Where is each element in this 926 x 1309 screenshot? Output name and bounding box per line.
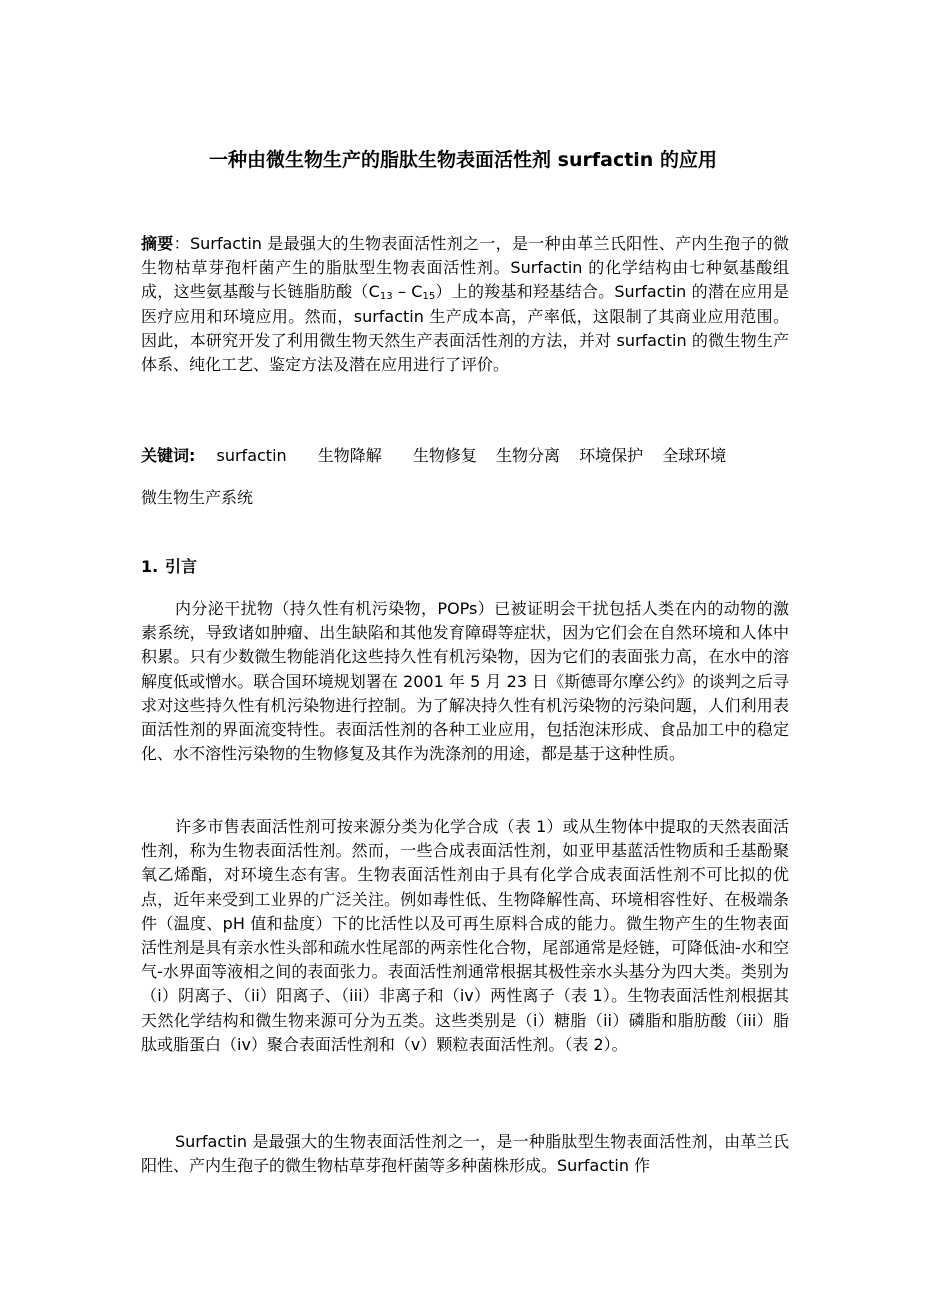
- abstract-dash: – C: [392, 282, 423, 302]
- keywords-label: 关键词:: [141, 446, 196, 465]
- keyword-item: 生物修复: [412, 446, 477, 465]
- keyword-item: 生物降解: [317, 446, 382, 465]
- abstract-subscript-13: 13: [379, 291, 393, 303]
- abstract-label: 摘要: [141, 234, 174, 253]
- keyword-item: 生物分离: [495, 446, 560, 465]
- keyword-item: surfactin: [216, 446, 287, 465]
- abstract-text-part2: ）上的羧基和羟基结合。Surfactin 的潜在应用是医疗应用和环境应用。然而，surfactin 生产成本高，产率低，这限制了其商业应用范围。因此，本研究开发了利用微生物天然生产表面活性剂的方法，并对 surfactin 的微生物生产体系、纯化工艺、鉴定方法及潜在应用进行了评价。: [141, 282, 789, 375]
- paper-title: 一种由微生物生产的脂肽生物表面活性剂 surfactin 的应用: [209, 149, 717, 171]
- abstract-colon: ：: [173, 234, 190, 253]
- keywords: [141, 444, 726, 468]
- body-paragraph: Surfactin 是最强大的生物表面活性剂之一，是一种脂肽型生物表面活性剂，由革兰氏阳性、产内生孢子的微生物枯草芽孢杆菌等多种菌株形成。Surfactin 作: [141, 1132, 789, 1176]
- section-number: 1.: [141, 557, 159, 576]
- body-paragraph: 许多市售表面活性剂可按来源分类为化学合成（表 1）或从生物体中提取的天然表面活性剂，称为生物表面活性剂。然而，一些合成表面活性剂，如亚甲基蓝活性物质和壬基酚聚氧乙烯酯，对环境生态有害。生物表面活性剂由于具有化学合成表面活性剂不可比拟的优点，近年来受到工业界的广泛关注。例如毒性低、生物降解性高、环境相容性好、在极端条件（温度、pH 值和盐度）下的比活性以及可再生原料合成的能力。微生物产生的生物表面活性剂是具有亲水性头部和疏水性尾部的两亲性化合物，尾部通常是烃链，可降低油-水和空气-水界面等液相之间的表面张力。表面活性剂通常根据其极性亲水头基分为四大类。类别为（i）阴离子、（ii）阳离子、（iii）非离子和（iv）两性离子（表 1）。生物表面活性剂根据其天然化学结构和微生物来源可分为五类。这些类别是（i）糖脂（ii）磷脂和脂肪酸（iii）脂肽或脂蛋白（iv）聚合表面活性剂和（v）颗粒表面活性剂。（表 2）。: [141, 817, 789, 1054]
- section-heading: [141, 555, 197, 579]
- abstract-subscript-15: 15: [422, 291, 436, 303]
- keyword-item: 全球环境: [662, 446, 727, 465]
- body-paragraph: 内分泌干扰物（持久性有机污染物，POPs）已被证明会干扰包括人类在内的动物的激素系统，导致诸如肿瘤、出生缺陷和其他发育障碍等症状，因为它们会在自然环境和人体中积累。只有少数微生物能消化这些持久性有机污染物，因为它们的表面张力高，在水中的溶解度低或憎水。联合国环境规划署在 2001 年 5 月 23 日《斯德哥尔摩公约》的谈判之后寻求对这些持久性有机污染物进行控制。为了解决持久性有机污染物的污染问题，人们利用表面活性剂的界面流变特性。表面活性剂的各种工业应用，包括泡沫形成、食品加工中的稳定化、水不溶性污染物的生物修复及其作为洗涤剂的用途，都是基于这种性质。: [141, 599, 789, 764]
- keyword-item: 环境保护: [579, 446, 644, 465]
- abstract: [141, 232, 789, 377]
- abstract-text-part1: Surfactin 是最强大的生物表面活性剂之一，是一种由革兰氏阳性、产内生孢子的微生物枯草芽孢杆菌产生的脂肽型生物表面活性剂。Surfactin 的化学结构由七种氨基酸组成，这些氨基酸与长链脂肪酸（C: [141, 234, 789, 302]
- section-title: 引言: [165, 557, 198, 576]
- keywords-line-2: [141, 486, 253, 510]
- keyword-item: 微生物生产系统: [141, 488, 254, 507]
